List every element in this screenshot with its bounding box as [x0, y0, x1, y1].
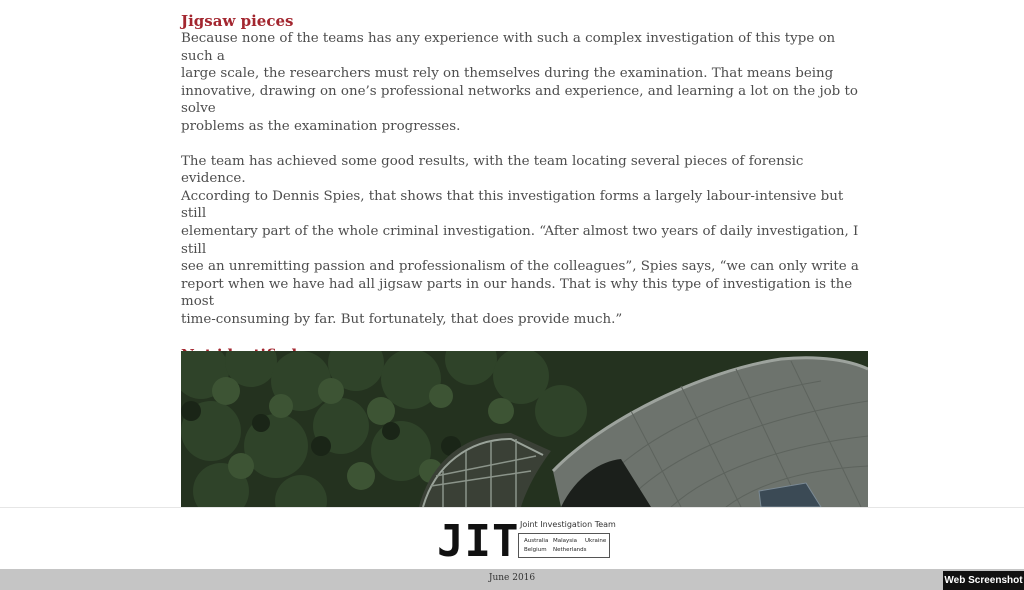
text-line: time-consuming by far. But fortunately, that does provide much.” [181, 311, 623, 327]
publication-date: June 2016 [488, 573, 536, 583]
page-footer [0, 507, 1024, 570]
country-label: Malaysia [553, 538, 578, 544]
text-line: problems as the examination progresses. [181, 118, 461, 134]
text-line: see an unremitting passion and professionalism of the colleagues”, Spies says, “we can only write a [181, 259, 859, 275]
country-label: Ukraine [585, 538, 607, 544]
text-line: Because none of the teams has any experience with such a complex investigation of this type on such a [181, 31, 836, 64]
paragraph-jigsaw-1 [181, 30, 871, 136]
date-bar [0, 569, 1024, 590]
text-line: According to Dennis Spies, that shows that this investigation forms a largely labour-intensive but still [181, 188, 844, 222]
text-line: elementary part of the whole criminal investigation. “After almost two years of daily investigation, I still [181, 223, 859, 257]
text-line: innovative, drawing on one’s professional networks and experience, and learning a lot on the job to solve [181, 83, 858, 117]
text-line: The team has achieved some good results, with the team locating several pieces of forensic evidence. [181, 153, 804, 187]
text-line: report when we have had all jigsaw parts in our hands. That is why this type of investigation is the most [181, 276, 853, 310]
jit-logo: JIT [437, 516, 520, 567]
text-line: large scale, the researchers must rely on themselves during the examination. That means being [181, 66, 834, 82]
country-label: Australia [524, 538, 549, 544]
hangar-aerial-photo [181, 351, 868, 507]
member-countries-box [518, 533, 610, 558]
country-label: Netherlands [553, 547, 587, 553]
section-heading-jigsaw-pieces: Jigsaw pieces [181, 12, 294, 30]
paragraph-jigsaw-2 [181, 153, 871, 329]
country-label: Belgium [524, 547, 547, 553]
jit-org-name: Joint Investigation Team [520, 520, 616, 529]
web-screenshot-watermark: Web Screenshot [943, 571, 1024, 590]
